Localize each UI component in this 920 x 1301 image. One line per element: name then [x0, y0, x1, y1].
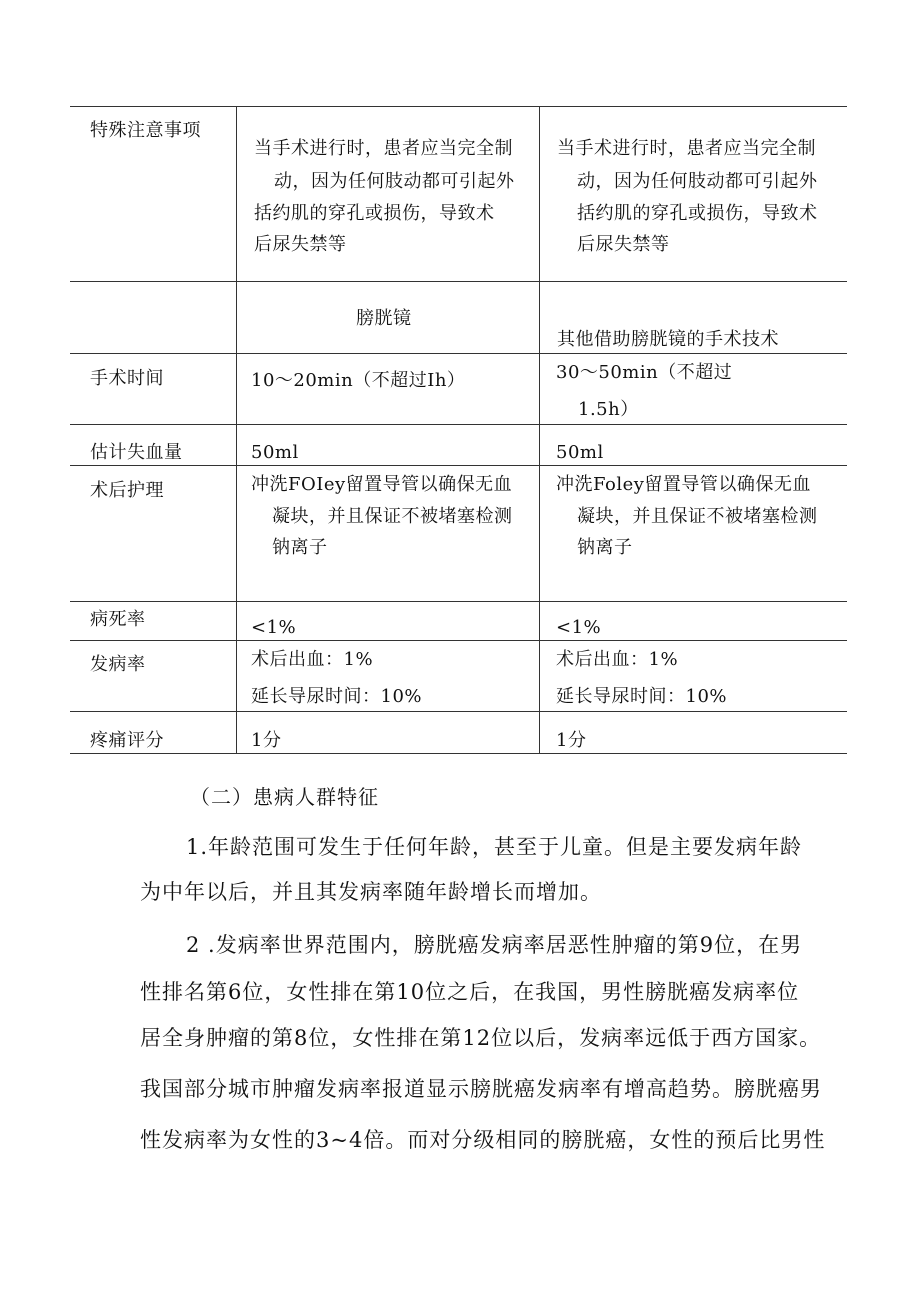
postop-care-col2-line: 钠离子 — [272, 537, 328, 558]
surgery-time-col3-line: 30～50min（不超过 — [556, 362, 733, 383]
mortality-col2: <1% — [251, 617, 297, 638]
row-label-pain-score: 疼痛评分 — [90, 730, 164, 751]
table-rule — [70, 465, 847, 466]
special-notes-col2-line: 后尿失禁等 — [254, 234, 347, 255]
table-rule — [70, 106, 847, 107]
paragraph-line: 性发病率为女性的3~4倍。而对分级相同的膀胱癌，女性的预后比男性 — [140, 1128, 826, 1152]
paragraph-line: 2 .发病率世界范围内，膀胱癌发病率居恶性肿瘤的第9位，在男 — [186, 933, 803, 957]
table-rule — [70, 281, 847, 282]
blood-loss-col2: 50ml — [251, 442, 299, 463]
table-rule — [70, 601, 847, 602]
special-notes-col2-line: 括约肌的穿孔或损伤，导致术 — [254, 203, 495, 224]
morbidity-col3-line: 延长导尿时间：10% — [556, 686, 728, 707]
postop-care-col3-line: 凝块，并且保证不被堵塞检测 — [577, 506, 818, 527]
morbidity-col3-line: 术后出血：1% — [556, 649, 679, 670]
row-label-surgery-time: 手术时间 — [90, 368, 164, 389]
postop-care-col3-line: 冲洗Foley留置导管以确保无血 — [556, 474, 811, 495]
column-header-cystoscopy: 膀胱镜 — [356, 308, 412, 329]
row-label-special-notes: 特殊注意事项 — [90, 120, 201, 141]
pain-score-col2: 1分 — [251, 730, 282, 751]
pain-score-col3: 1分 — [556, 730, 587, 751]
special-notes-col2-line: 当手术进行时，患者应当完全制 — [254, 138, 513, 159]
table-column-rule — [236, 106, 237, 753]
postop-care-col2-line: 凝块，并且保证不被堵塞检测 — [272, 506, 513, 527]
table-column-rule — [539, 106, 540, 753]
paragraph-line: 居全身肿瘤的第8位，女性排在第12位以后，发病率远低于西方国家。 — [140, 1026, 822, 1050]
row-label-mortality: 病死率 — [90, 609, 146, 630]
section-heading: （二）患病人群特征 — [190, 785, 379, 809]
paragraph-line: 性排名第6位，女性排在第10位之后，在我国，男性膀胱癌发病率位 — [140, 980, 800, 1004]
table-rule — [70, 753, 847, 754]
special-notes-col3-line: 动，因为任何肢动都可引起外 — [577, 171, 818, 192]
table-rule — [70, 424, 847, 425]
special-notes-col3-line: 当手术进行时，患者应当完全制 — [557, 138, 816, 159]
row-label-blood-loss: 估计失血量 — [90, 442, 183, 463]
postop-care-col2-line: 冲洗FOIey留置导管以确保无血 — [251, 474, 513, 495]
row-label-morbidity: 发病率 — [90, 654, 146, 675]
paragraph-line: 1.年龄范围可发生于任何年龄，甚至于儿童。但是主要发病年龄 — [186, 835, 803, 859]
paragraph-line: 我国部分城市肿瘤发病率报道显示膀胱癌发病率有增高趋势。膀胱癌男 — [140, 1077, 822, 1101]
paragraph-line: 为中年以后，并且其发病率随年龄增长而增加。 — [140, 880, 602, 904]
surgery-time-col2: 10～20min（不超过Ih） — [251, 370, 466, 391]
special-notes-col3-line: 括约肌的穿孔或损伤，导致术 — [577, 203, 818, 224]
mortality-col3: <1% — [556, 617, 602, 638]
morbidity-col2-line: 延长导尿时间：10% — [251, 686, 423, 707]
special-notes-col2-line: 动，因为任何肢动都可引起外 — [274, 171, 515, 192]
table-rule — [70, 640, 847, 641]
column-header-other-techniques: 其他借助膀胱镜的手术技术 — [557, 329, 779, 350]
blood-loss-col3: 50ml — [556, 442, 604, 463]
postop-care-col3-line: 钠离子 — [577, 537, 633, 558]
surgery-time-col3-line: 1.5h） — [578, 399, 639, 420]
table-rule — [70, 711, 847, 712]
special-notes-col3-line: 后尿失禁等 — [577, 234, 670, 255]
morbidity-col2-line: 术后出血：1% — [251, 649, 374, 670]
row-label-postop-care: 术后护理 — [90, 480, 164, 501]
